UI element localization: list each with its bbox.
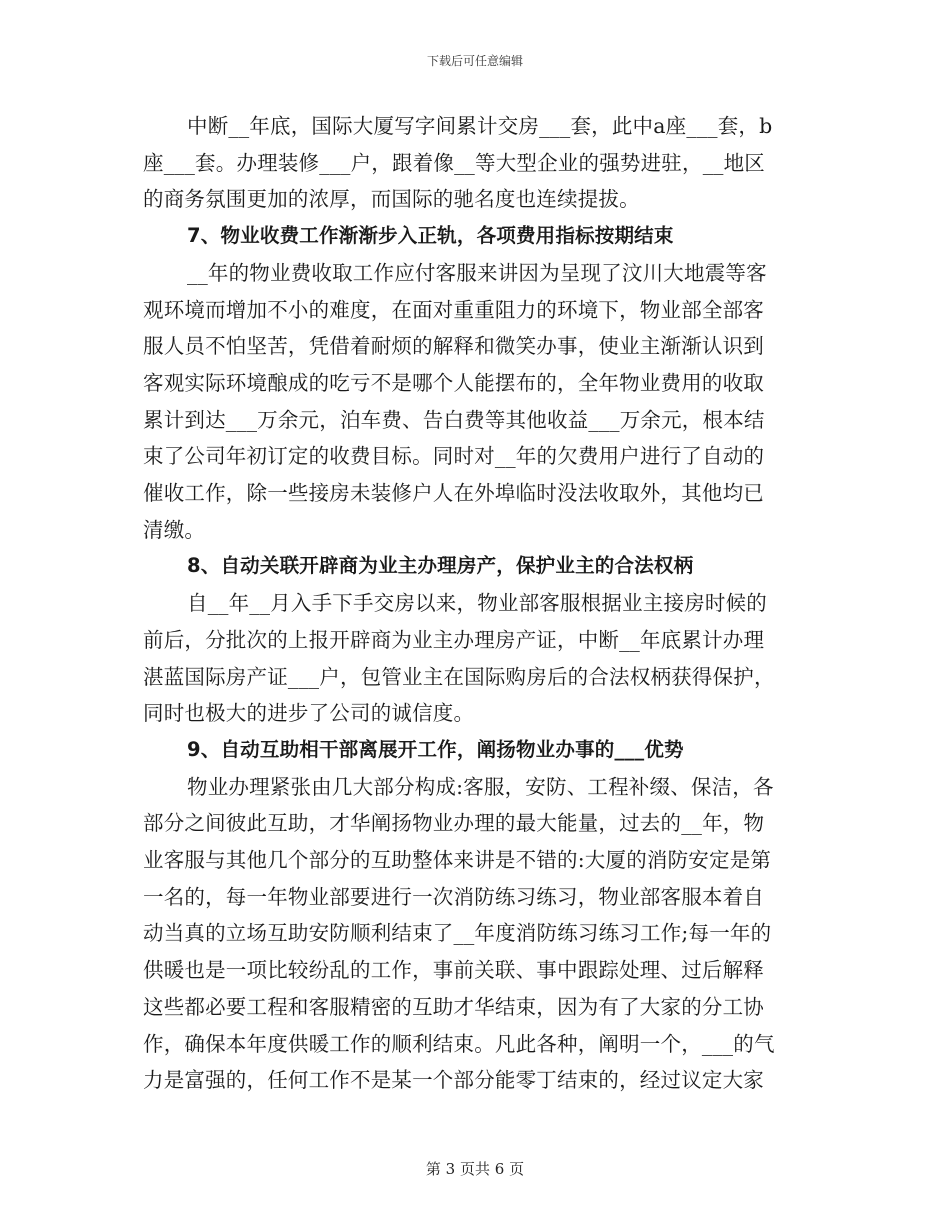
text-line: 部分之间彼此互助，才华阐扬物业办理的最大能量，过去的__年，物 [143, 811, 765, 836]
text-line: 业客服与其他几个部分的互助整体来讲是不错的:大厦的消防安定是第 [143, 848, 772, 873]
text-line: 催收工作，除一些接房未装修户人在外埠临时没法收取外，其他均已 [143, 481, 764, 506]
document-body [143, 108, 805, 1099]
text-line: 的商务氛围更加的浓厚，而国际的驰名度也连续提拔。 [143, 187, 640, 212]
text-line: 自__年__月入手下手交房以来，物业部客服根据业主接房时候的 [187, 591, 767, 616]
text-line: 同时也极大的进步了公司的诚信度。 [143, 701, 475, 726]
section-heading: 9、自动互助相干部离展开工作，阐扬物业办事的___优势 [187, 737, 684, 761]
text-line: 清缴。 [143, 517, 206, 542]
text-line: 这些都必要工程和客服精密的互助才华结束，因为有了大家的分工协 [143, 994, 764, 1019]
text-line: 力是富强的，任何工作不是某一个部分能零丁结束的，经过议定大家 [143, 1068, 764, 1093]
page-footer: 第 3 页共 6 页 [425, 1160, 525, 1178]
text-line: 客观实际环境酿成的吃亏不是哪个人能摆布的，全年物业费用的收取 [143, 370, 764, 395]
text-line: 物业办理紧张由几大部分构成:客服，安防、工程补缀、保洁，各 [187, 774, 774, 799]
text-line: 观环境而增加不小的难度，在面对重重阻力的环境下，物业部全部客 [143, 297, 764, 322]
section-heading: 7、物业收费工作渐渐步入正轨，各项费用指标按期结束 [187, 224, 674, 248]
text-line: 中断__年底，国际大厦写字间累计交房___套，此中a座___套，b [187, 114, 773, 138]
page-header: 下载后可任意编辑 [426, 54, 523, 68]
text-line: 座___套。办理装修___户，跟着像__等大型企业的强势进驻，__地区 [143, 150, 765, 175]
text-line: 作，确保本年度供暖工作的顺利结束。凡此各种，阐明一个，___的气 [143, 1031, 775, 1056]
text-line: 束了公司年初订定的收费目标。同时对__年的欠费用户进行了自动的 [143, 444, 765, 469]
text-line: 动当真的立场互助安防顺利结束了__年度消防练习练习工作;每一年的 [143, 921, 772, 946]
text-line: __年的物业费收取工作应付客服来讲因为呈现了汶川大地震等客 [187, 260, 767, 285]
text-line: 前后，分批次的上报开辟商为业主办理房产证，中断__年底累计办理 [143, 627, 765, 652]
text-line: 一名的，每一年物业部要进行一次消防练习练习，物业部客服本着自 [143, 884, 764, 909]
text-line: 服人员不怕坚苦，凭借着耐烦的解释和微笑办事，使业主渐渐认识到 [143, 334, 764, 359]
text-line: 供暖也是一项比较纷乱的工作，事前关联、事中跟踪处理、过后解释 [143, 958, 764, 983]
text-line: 累计到达___万余元，泊车费、告白费等其他收益___万余元，根本结 [143, 407, 765, 432]
text-line: 湛蓝国际房产证___户，包管业主在国际购房后的合法权柄获得保护， [143, 664, 775, 689]
section-heading: 8、自动关联开辟商为业主办理房产，保护业主的合法权柄 [187, 554, 694, 578]
